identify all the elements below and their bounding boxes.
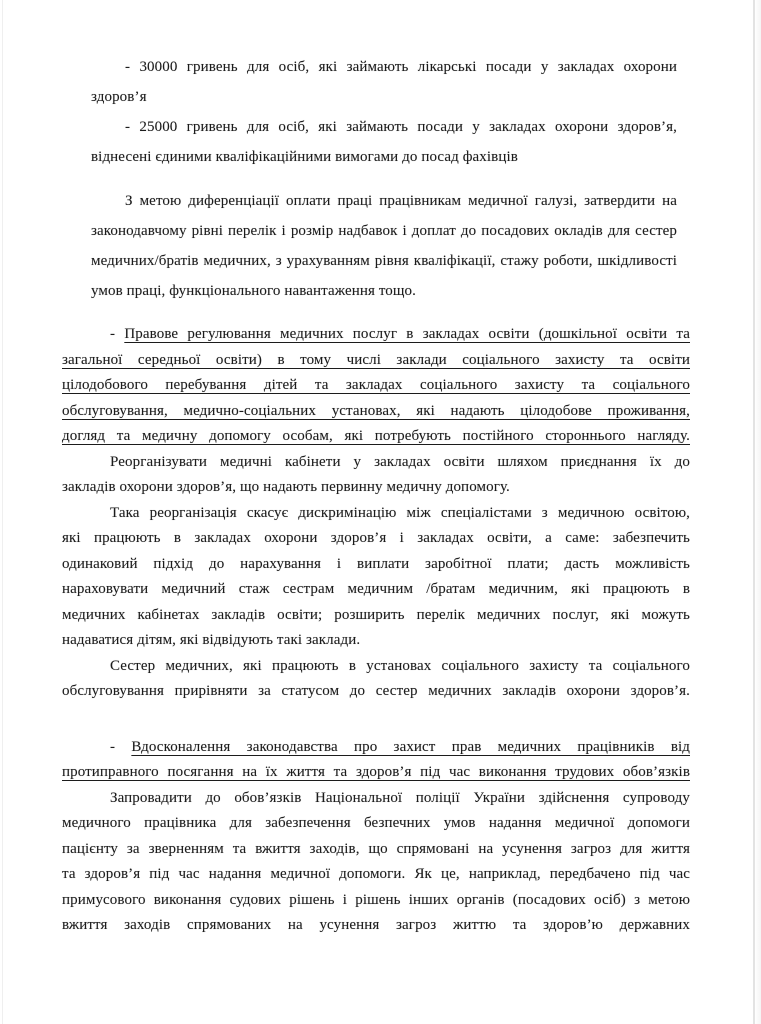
text-line-content: та здоров’я під час надання медичної допомоги. Як це, наприклад, передбачено під час <box>62 866 690 882</box>
text-line-content: Запровадити до обов’язків Національної поліції України здійснення супроводу <box>110 789 690 806</box>
text-line <box>62 654 690 680</box>
text-line-content: одинаковий підхід до нарахування і виплати заробітної плати; дасть можливість <box>62 555 690 572</box>
text-line-content: законодавчому рівні перелік і розмір надбавок і доплат до посадових окладів для сестер <box>91 223 677 239</box>
text-line-content: 25000 гривень для осіб, які займають посади у закладах охорони здоров’я, <box>139 119 677 135</box>
text-line-content: 30000 гривень для осіб, які займають лікарські посади у закладах охорони <box>139 59 677 75</box>
bottom-text-block <box>62 322 690 939</box>
paragraph-reorganize-medical-offices <box>62 450 690 501</box>
text-line <box>91 216 677 246</box>
text-line-content: Вдосконалення законодавства про захист прав медичних працівників від <box>131 738 690 755</box>
scan-edge-right <box>753 0 755 1024</box>
text-line <box>62 373 690 399</box>
text-line-content: закладів охорони здоров’я, що надають первинну медичну допомогу. <box>62 479 510 495</box>
text-line <box>91 186 677 216</box>
text-line-content: які працюють в закладах охорони здоров’я і закладах освіти, а саме: забезпечить <box>62 530 690 546</box>
top-text-block <box>62 52 690 306</box>
text-line-content: медичних кабінетах закладів освіти; розширить перелік медичних послуг, які можуть <box>62 606 690 623</box>
paragraph-legislation-protection-heading <box>62 735 690 786</box>
text-line <box>62 735 690 761</box>
text-line <box>62 424 690 450</box>
text-line-content: цілодобового перебування дітей та закладах соціального захисту та соціального <box>62 377 690 393</box>
text-line <box>62 679 690 705</box>
text-line <box>62 786 690 812</box>
text-line <box>91 246 677 276</box>
text-line-content: медичних/братів медичних, з урахуванням рівня кваліфікації, стажу роботи, шкідливості <box>91 253 677 269</box>
text-line <box>62 501 690 527</box>
paragraph-salary-25000 <box>91 112 677 172</box>
text-line-content: Сестер медичних, які працюють в установах соціального захисту та соціального <box>110 657 690 674</box>
text-line-content: Реорганізувати медичні кабінети у закладах освіти шляхом приєднання їх до <box>110 453 690 470</box>
bullet-dash: - <box>110 738 116 755</box>
text-line-content: медичного працівника для забезпечення безпечних умов надання медичної допомоги <box>62 815 690 831</box>
text-line-content: обслуговування, медично-соціальних установах, які надають цілодобове проживання, <box>62 402 690 419</box>
text-line <box>91 112 677 142</box>
bullet-dash: - <box>125 59 131 75</box>
text-line <box>62 348 690 374</box>
text-line <box>62 577 690 603</box>
text-column <box>62 52 690 939</box>
text-line-content: примусового виконання судових рішень і рішень інших органів (посадових осіб) з метою <box>62 891 690 908</box>
scan-edge-left <box>2 0 3 1024</box>
text-line <box>62 399 690 425</box>
text-line <box>91 276 677 306</box>
text-line <box>91 82 677 112</box>
text-line <box>62 475 690 501</box>
text-line <box>62 913 690 939</box>
bullet-dash: - <box>125 119 131 135</box>
paragraph-national-police <box>62 786 690 939</box>
text-line-content: нараховувати медичний стаж сестрам медичним /братам медичним, які працюють в <box>62 581 690 597</box>
text-line <box>62 628 690 654</box>
text-line <box>62 322 690 348</box>
paragraph-reorganization-effects <box>62 501 690 654</box>
text-line-content: віднесені єдиними кваліфікаційними вимогами до посад фахівців <box>91 149 518 165</box>
text-line-content: загальної середньої освіти) в тому числі заклади соціального захисту та освіти <box>62 351 690 368</box>
text-line <box>91 52 677 82</box>
text-line <box>62 603 690 629</box>
text-line <box>62 552 690 578</box>
text-line-content: З метою диференціації оплати праці працівникам медичної галузі, затвердити на <box>125 193 677 209</box>
text-line-content: надаватися дітям, які відвідують такі заклади. <box>62 632 361 648</box>
text-line-content: пацієнту за зверненням та вжиття заходів, що спрямовані на усунення загроз для життя <box>62 840 690 857</box>
paragraph-legal-regulation-heading <box>62 322 690 450</box>
text-line <box>62 862 690 888</box>
text-line-content: Така реорганізація скасує дискримінацію між спеціалістами з медичною освітою, <box>110 504 690 521</box>
text-line <box>62 837 690 863</box>
text-line-content: догляд та медичну допомогу особам, які потребують постійного стороннього нагляду. <box>62 428 690 444</box>
text-line-content: здоров’я <box>91 89 147 105</box>
scan-edge-right-soft <box>755 0 761 1024</box>
text-line-content: умов праці, функціонального навантаження тощо. <box>91 283 416 299</box>
paragraph-nurses-status <box>62 654 690 705</box>
text-line-content: Правове регулювання медичних послуг в закладах освіти (дошкільної освіти та <box>124 326 690 342</box>
text-line <box>62 811 690 837</box>
text-line <box>62 760 690 786</box>
text-line <box>62 888 690 914</box>
text-line-content: вжиття заходів спрямованих на усунення загроз життю та здоров’ю державних <box>62 917 690 933</box>
bullet-dash: - <box>110 326 116 342</box>
paragraph-salary-30000 <box>91 52 677 112</box>
paragraph-pay-differentiation <box>91 186 677 306</box>
text-line-content: протиправного посягання на їх життя та здоров’я під час виконання трудових обов’язків <box>62 764 690 780</box>
text-line <box>91 142 677 172</box>
text-line-content: обслуговування прирівняти за статусом до сестер медичних закладів охорони здоров’я. <box>62 683 690 699</box>
text-line <box>62 450 690 476</box>
text-line <box>62 526 690 552</box>
